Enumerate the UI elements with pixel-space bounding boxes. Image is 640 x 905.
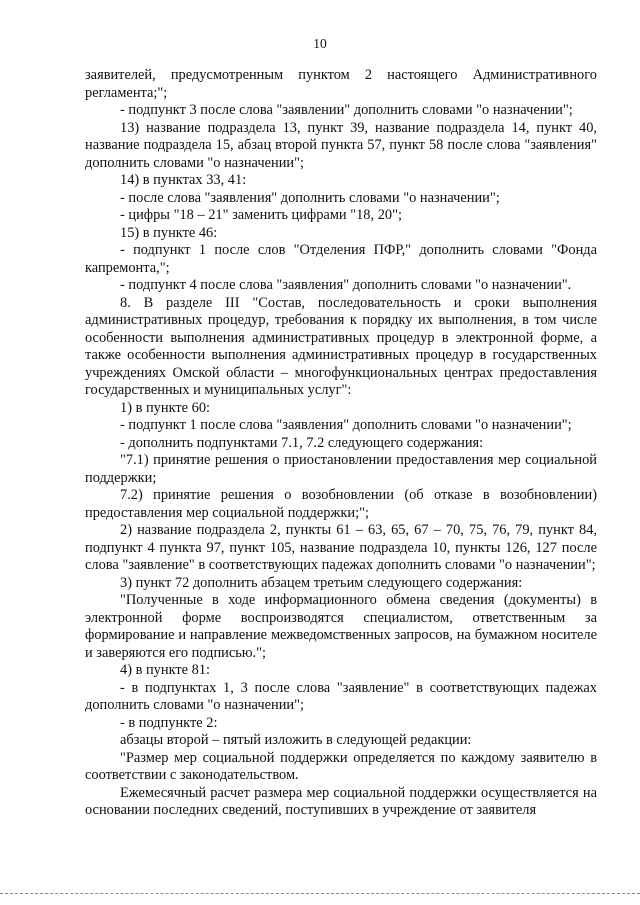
paragraph: Ежемесячный расчет размера мер социальной поддержки осуществляется на основании последних сведений, поступивших в учреждение от заявителя bbox=[85, 784, 597, 818]
paragraph: заявителей, предусмотренным пунктом 2 настоящего Административного регламента;"; bbox=[85, 67, 597, 101]
paragraph: - подпункт 1 после слова "заявления" дополнить словами "о назначении"; bbox=[120, 417, 572, 433]
paragraph: 15) в пункте 46: bbox=[120, 224, 218, 241]
document-body bbox=[85, 67, 597, 820]
paragraph: - подпункт 4 после слова "заявления" дополнить словами "о назначении". bbox=[120, 277, 572, 293]
paragraph: 4) в пункте 81: bbox=[120, 662, 211, 678]
paragraph: 1) в пункте 60: bbox=[120, 399, 211, 416]
paragraph: 7.2) принятие решения о возобновлении (об отказе в возобновлении) предоставления мер социальной поддержки;"; bbox=[85, 487, 597, 521]
paragraph: - после слова "заявления" дополнить словами "о назначении"; bbox=[120, 189, 500, 206]
paragraph: - в подпунктах 1, 3 после слова "заявление" в соответствующих падежах дополнить словами "о назначении"; bbox=[85, 679, 597, 713]
paragraph: 2) название подраздела 2, пункты 61 – 63, 65, 67 – 70, 75, 76, 79, пункт 84, подпункт 4 пункта 97, пункт 105, название подраздела 10, пункты 126, 127 после слова "заявление" в соответствующих падежах дополнить словами "о назначении"; bbox=[85, 522, 597, 573]
paragraph: 3) пункт 72 дополнить абзацем третьим следующего содержания: bbox=[120, 574, 523, 591]
page-bottom-divider bbox=[0, 893, 640, 894]
paragraph: "Размер мер социальной поддержки определяется по каждому заявителю в соответствии с законодательством. bbox=[85, 749, 597, 783]
paragraph: - дополнить подпунктами 7.1, 7.2 следующего содержания: bbox=[120, 434, 484, 451]
page-number: 10 bbox=[313, 36, 327, 51]
paragraph: 13) название подраздела 13, пункт 39, название подраздела 14, пункт 40, название подраздела 15, абзац второй пункта 57, пункт 58 после слова "заявления" дополнить словами "о назначении"; bbox=[85, 119, 597, 171]
paragraph: - в подпункте 2: bbox=[120, 714, 218, 731]
paragraph: 14) в пунктах 33, 41: bbox=[120, 172, 247, 188]
paragraph: - подпункт 1 после слов "Отделения ПФР," дополнить словами "Фонда капремонта,"; bbox=[85, 242, 597, 276]
paragraph: 8. В разделе III "Состав, последовательность и сроки выполнения административных процедур, требования к порядку их выполнения, в том числе особенности выполнения административных процедур в электронной форме, а также особенности выполнения административных процедур в государственных учреждениях Омской области – многофункциональных центрах предоставления государственных и муниципальных услуг": bbox=[85, 294, 597, 398]
paragraph: - цифры "18 – 21" заменить цифрами "18, 20"; bbox=[120, 207, 402, 223]
paragraph: "7.1) принятие решения о приостановлении предоставления мер социальной поддержки; bbox=[85, 452, 597, 486]
paragraph: - подпункт 3 после слова "заявлении" дополнить словами "о назначении"; bbox=[120, 102, 573, 118]
paragraph: "Полученные в ходе информационного обмена сведения (документы) в электронной форме воспроизводятся специалистом, ответственным за формирование и направление межведомственных запросов, на бумажном носителе и заверяются его подписью."; bbox=[85, 592, 597, 661]
paragraph: абзацы второй – пятый изложить в следующей редакции: bbox=[120, 732, 472, 748]
